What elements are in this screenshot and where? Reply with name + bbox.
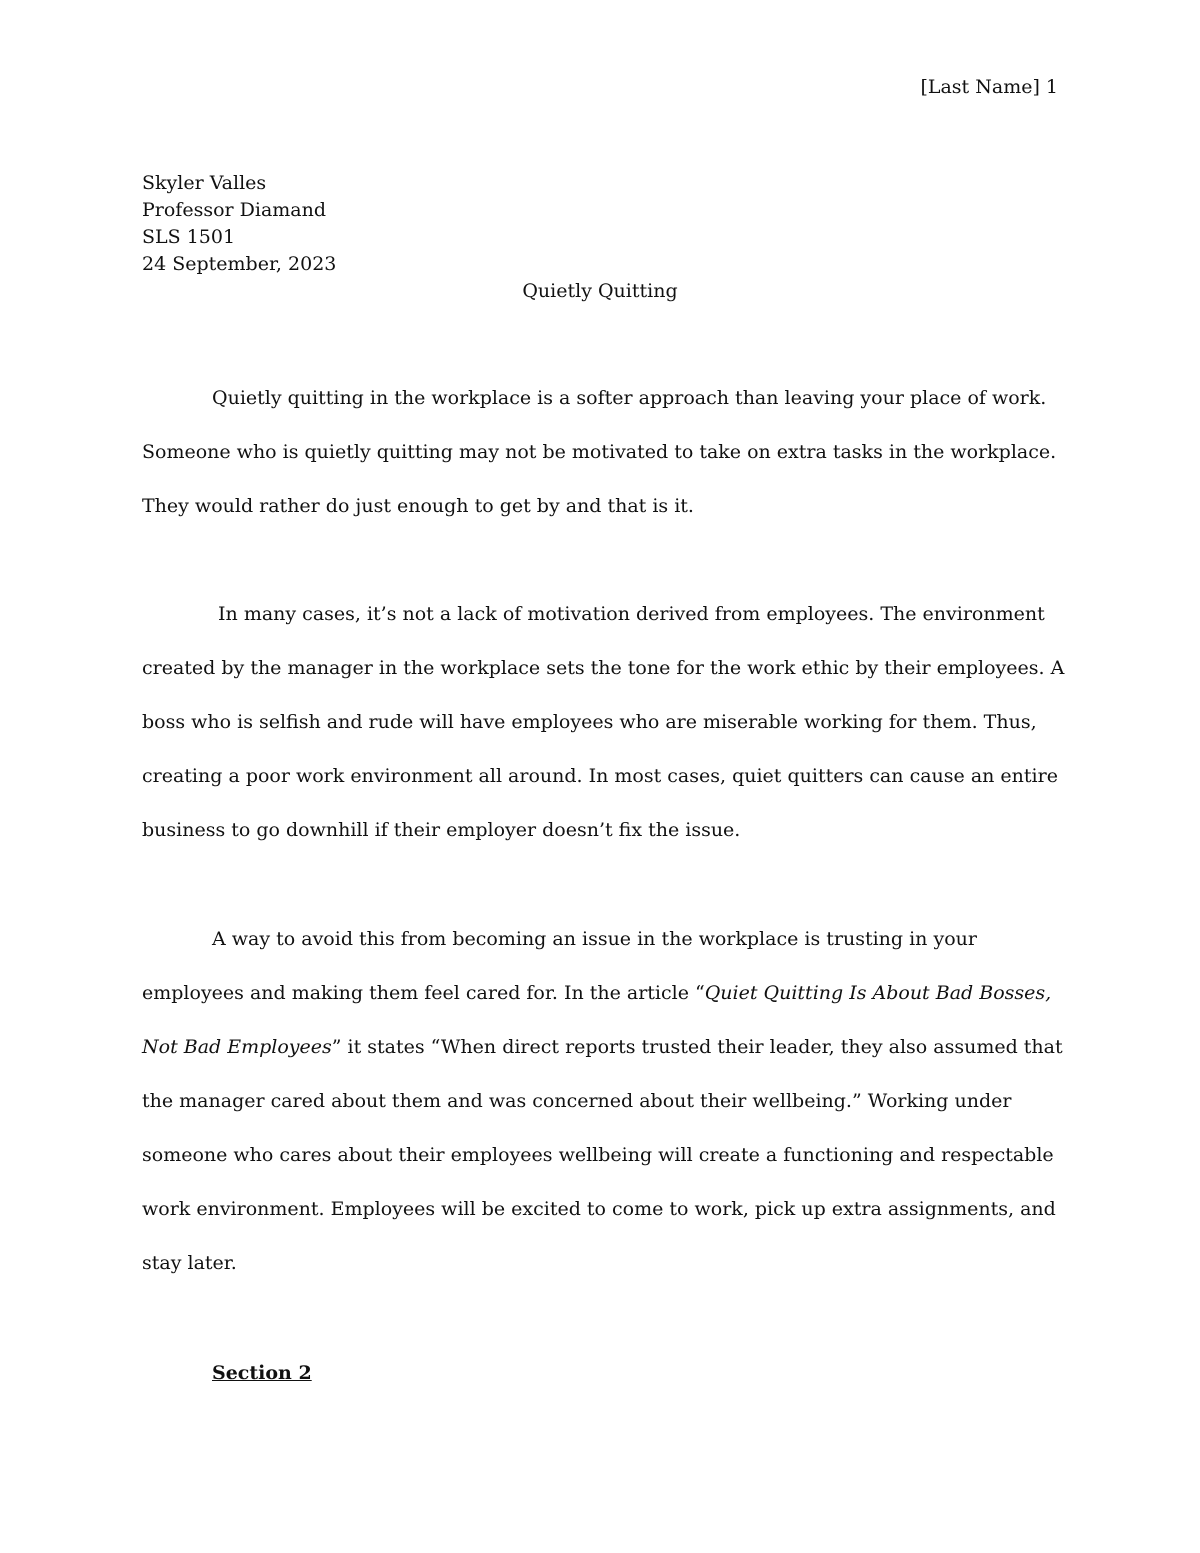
paragraph-line: someone who cares about their employees wellbeing will create a functioning and respectable (142, 1144, 1054, 1166)
paragraph-line (142, 966, 1062, 1020)
paragraph-text: ” it states “When direct reports trusted their leader, they also assumed that (331, 1036, 1063, 1058)
paragraph-line: business to go downhill if their employer doesn’t fix the issue. (142, 819, 741, 841)
running-head: [Last Name] 1 (920, 76, 1058, 98)
paragraph-line: Someone who is quietly quitting may not be motivated to take on extra tasks in the workplace. (142, 441, 1057, 463)
paragraph-line: Quietly quitting in the workplace is a softer approach than leaving your place of work. (212, 387, 1047, 409)
article-title: Quiet Quitting Is About Bad Bosses, (704, 982, 1052, 1004)
paragraph-line: They would rather do just enough to get by and that is it. (142, 495, 694, 517)
paragraph-line: boss who is selfish and rude will have employees who are miserable working for them. Thus, (142, 711, 1037, 733)
paragraph-line: work environment. Employees will be excited to come to work, pick up extra assignments, and (142, 1198, 1056, 1220)
article-title-continued: Not Bad Employees (142, 1036, 332, 1058)
paragraph-line: created by the manager in the workplace sets the tone for the work ethic by their employees. A (142, 657, 1065, 679)
paragraph-line: In many cases, it’s not a lack of motivation derived from employees. The environment (212, 603, 1045, 625)
paragraph-line (142, 1020, 1062, 1074)
student-name: Skyler Valles (142, 172, 267, 194)
paragraph-3 (142, 912, 1062, 1290)
course-code: SLS 1501 (142, 226, 236, 248)
essay-title: Quietly Quitting (522, 280, 678, 302)
paragraph-line: creating a poor work environment all around. In most cases, quiet quitters can cause an entire (142, 765, 1058, 787)
professor-name: Professor Diamand (142, 199, 327, 221)
paragraph-text: employees and making them feel cared for. In the article “ (142, 982, 705, 1004)
paragraph-line: stay later. (142, 1252, 237, 1274)
paragraph-1 (142, 371, 1062, 533)
mla-heading (142, 170, 336, 278)
section-heading: Section 2 (212, 1362, 312, 1384)
paragraph-line: A way to avoid this from becoming an issue in the workplace is trusting in your (212, 928, 977, 950)
paragraph-2 (142, 587, 1065, 857)
paragraph-line: the manager cared about them and was concerned about their wellbeing.” Working under (142, 1090, 1012, 1112)
essay-date: 24 September, 2023 (142, 253, 337, 275)
